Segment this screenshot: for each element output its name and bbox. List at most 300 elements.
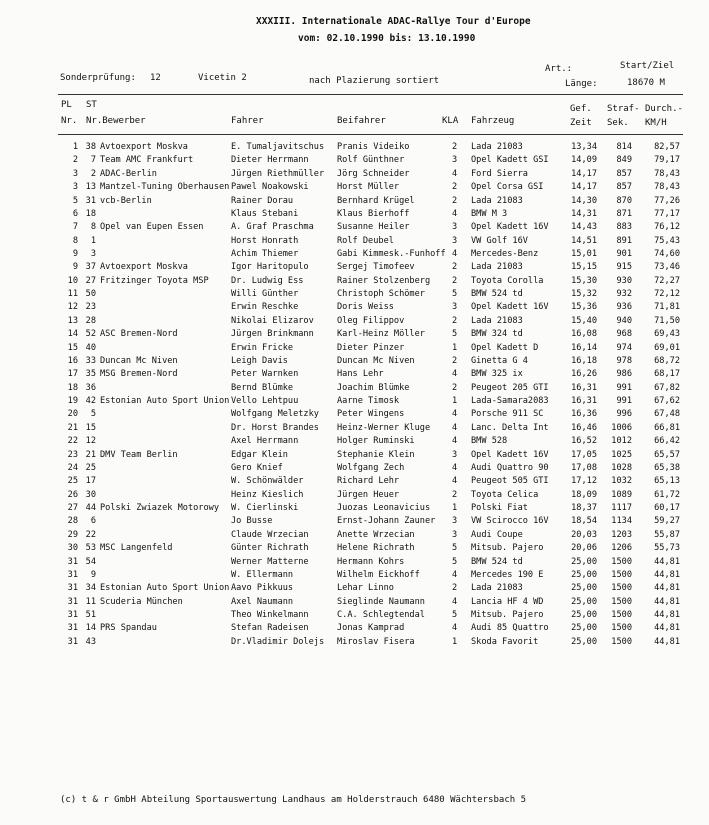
cell-fahrzeug: Audi Coupe [471,529,523,540]
cell-kla: 2 [452,195,458,206]
cell-kla: 2 [452,142,458,152]
cell-fahrer: Dr. Ludwig Ess [231,275,304,286]
col-straf: Straf- [607,104,640,114]
cell-kmh: 72,27 [654,275,680,286]
col-fahrer: Fahrer [231,116,264,126]
col-gef: Gef. [570,104,592,114]
cell-sek: 871 [616,208,632,219]
cell-fahrer: Claude Wrzecian [231,529,309,540]
cell-st: 9 [90,569,96,580]
cell-fahrzeug: Opel Kadett 16V [471,449,549,460]
cell-st: 11 [85,596,96,607]
cell-kla: 4 [452,249,458,259]
cell-sek: 1028 [611,462,632,473]
header-rule-bottom [58,134,683,135]
cell-kla: 4 [452,409,458,420]
cell-sek: 1206 [611,543,632,554]
cell-kmh: 72,12 [654,289,680,300]
cell-fahrzeug: Lada 21083 [471,262,523,273]
cell-kmh: 65,57 [654,449,680,460]
cell-beifahrer: Susanne Heiler [337,222,410,233]
cell-zeit: 14,51 [571,235,597,246]
cell-zeit: 25,00 [571,596,597,607]
cell-zeit: 16,36 [571,409,597,420]
cell-fahrer: Erwin Reschke [231,302,299,313]
cell-st: 53 [85,543,96,554]
cell-zeit: 14,31 [571,208,597,219]
cell-sek: 857 [616,168,632,179]
cell-st: 14 [85,623,96,634]
cell-beifahrer: Oleg Filippov [337,315,405,326]
table-row [0,556,709,569]
cell-fahrzeug: Lada 21083 [471,142,523,152]
cell-pl: 2 [72,155,78,166]
cell-bewerber: Estonian Auto Sport Union [100,583,230,594]
table-row [0,462,709,475]
table-row [0,181,709,194]
cell-fahrer: Jo Busse [231,516,273,527]
cell-fahrzeug: Mitsub. Pajero [471,610,544,620]
cell-sek: 901 [616,249,632,259]
cell-st: 38 [85,142,96,152]
cell-kmh: 68,72 [654,355,680,366]
cell-pl: 31 [67,569,78,580]
cell-kla: 2 [452,275,458,286]
cell-beifahrer: Juozas Leonavicius [337,503,431,513]
cell-pl: 8 [72,235,78,246]
table-row [0,489,709,502]
table-row [0,355,709,368]
cell-fahrer: W. Ellermann [231,569,294,580]
cell-sek: 891 [616,235,632,246]
cell-st: 40 [85,342,96,353]
cell-sek: 1134 [611,516,632,527]
cell-st: 12 [85,436,96,447]
cell-kla: 3 [452,235,458,246]
cell-zeit: 25,00 [571,583,597,594]
cell-fahrzeug: VW Scirocco 16V [471,516,549,527]
cell-pl: 22 [67,436,78,447]
cell-fahrzeug: Polski Fiat [471,503,528,513]
cell-pl: 21 [67,422,78,433]
cell-st: 2 [90,168,96,179]
cell-fahrer: Nikolai Elizarov [231,315,314,326]
cell-fahrer: Wolfgang Meletzky [231,409,319,420]
cell-zeit: 15,32 [571,289,597,300]
stage-name: Vicetin 2 [198,73,247,83]
cell-bewerber: DMV Team Berlin [100,449,178,460]
table-row [0,382,709,395]
cell-fahrer: Rainer Dorau [231,195,294,206]
cell-bewerber: Team AMC Frankfurt [100,155,194,166]
cell-beifahrer: Wilhelm Eickhoff [337,569,420,580]
cell-fahrer: Vello Lehtpuu [231,396,299,406]
cell-sek: 1500 [611,583,632,594]
cell-zeit: 16,26 [571,369,597,380]
table-row [0,569,709,582]
cell-zeit: 18,37 [571,503,597,513]
cell-st: 52 [85,329,96,340]
cell-sek: 1500 [611,556,632,567]
cell-fahrer: Klaus Stebani [231,208,299,219]
cell-beifahrer: Karl-Heinz Möller [337,329,425,340]
cell-st: 42 [85,396,96,406]
cell-kmh: 65,13 [654,476,680,487]
cell-kmh: 55,87 [654,529,680,540]
cell-fahrer: Peter Warnken [231,369,299,380]
cell-fahrzeug: Mercedes 190 E [471,569,544,580]
cell-kmh: 44,81 [654,583,680,594]
header-rule-top [58,94,683,95]
cell-st: 35 [85,369,96,380]
table-row [0,609,709,622]
cell-zeit: 18,54 [571,516,597,527]
cell-zeit: 16,31 [571,382,597,393]
cell-fahrzeug: Opel Kadett GSI [471,155,549,166]
cell-st: 22 [85,529,96,540]
cell-fahrer: W. Cierlinski [231,503,299,513]
cell-kla: 4 [452,569,458,580]
cell-kla: 1 [452,396,458,406]
cell-st: 25 [85,462,96,473]
cell-beifahrer: Lehar Linno [337,583,394,594]
cell-bewerber: Estonian Auto Sport Union [100,396,230,406]
cell-bewerber: ASC Bremen-Nord [100,329,178,340]
cell-fahrzeug: Lada-Samara2083 [471,396,549,406]
cell-fahrer: Werner Matterne [231,556,309,567]
table-row [0,275,709,288]
cell-zeit: 25,00 [571,556,597,567]
table-row [0,435,709,448]
cell-beifahrer: Miroslav Fisera [337,636,415,647]
cell-zeit: 14,30 [571,195,597,206]
cell-pl: 9 [72,249,78,259]
cell-fahrzeug: Opel Corsa GSI [471,182,544,193]
cell-beifahrer: Jörg Schneider [337,168,410,179]
cell-sek: 986 [616,369,632,380]
cell-kla: 4 [452,422,458,433]
cell-kla: 5 [452,329,458,340]
stage-number: 12 [150,73,161,83]
cell-beifahrer: Peter Wingens [337,409,405,420]
cell-kla: 2 [452,355,458,366]
cell-fahrzeug: Peugeot 205 GTI [471,382,549,393]
table-row [0,502,709,515]
cell-kmh: 44,81 [654,556,680,567]
cell-beifahrer: Sieglinde Naumann [337,596,425,607]
col-zeit: Zeit [570,118,592,128]
col-sek: Sek. [607,118,629,128]
cell-fahrzeug: Lada 21083 [471,195,523,206]
cell-fahrzeug: Toyota Corolla [471,275,544,286]
cell-fahrzeug: Ginetta G 4 [471,355,528,366]
cell-kla: 2 [452,382,458,393]
table-row [0,315,709,328]
cell-pl: 12 [67,302,78,313]
cell-beifahrer: Aarne Timosk [337,396,400,406]
cell-st: 8 [90,222,96,233]
cell-beifahrer: Rolf Deubel [337,235,394,246]
cell-sek: 849 [616,155,632,166]
table-row [0,449,709,462]
cell-kla: 2 [452,182,458,193]
cell-beifahrer: Heinz-Werner Kluge [337,422,431,433]
cell-kla: 1 [452,342,458,353]
cell-kmh: 82,57 [654,142,680,152]
cell-sek: 930 [616,275,632,286]
cell-st: 18 [85,208,96,219]
cell-zeit: 14,43 [571,222,597,233]
cell-beifahrer: Sergej Timofeev [337,262,415,273]
cell-beifahrer: Wolfgang Zech [337,462,405,473]
table-row [0,368,709,381]
date-range: vom: 02.10.1990 bis: 13.10.1990 [298,33,476,44]
cell-st: 21 [85,449,96,460]
table-row [0,168,709,181]
cell-pl: 9 [72,262,78,273]
cell-kla: 5 [452,610,458,620]
cell-st: 27 [85,275,96,286]
cell-kla: 1 [452,503,458,513]
cell-kmh: 55,73 [654,543,680,554]
cell-beifahrer: Rainer Stolzenberg [337,275,431,286]
table-row [0,221,709,234]
cell-sek: 1025 [611,449,632,460]
cell-st: 15 [85,422,96,433]
cell-st: 34 [85,583,96,594]
table-row [0,342,709,355]
cell-sek: 814 [616,142,632,152]
cell-fahrer: Edgar Klein [231,449,288,460]
cell-pl: 27 [67,503,78,513]
cell-fahrzeug: Mercedes-Benz [471,249,539,259]
cell-kmh: 75,43 [654,235,680,246]
cell-fahrer: Willi Günther [231,289,299,300]
cell-fahrzeug: Opel Kadett 16V [471,222,549,233]
cell-sek: 857 [616,182,632,193]
col-st: ST [86,100,97,110]
cell-zeit: 14,17 [571,168,597,179]
cell-kmh: 44,81 [654,569,680,580]
cell-fahrer: Heinz Kieslich [231,489,304,500]
cell-kla: 2 [452,583,458,594]
cell-fahrer: Axel Naumann [231,596,294,607]
table-row [0,141,709,154]
table-row [0,408,709,421]
cell-fahrzeug: BMW 524 td [471,556,523,567]
cell-beifahrer: Bernhard Krügel [337,195,415,206]
cell-beifahrer: Duncan Mc Niven [337,355,415,366]
cell-pl: 5 [72,195,78,206]
sort-note: nach Plazierung sortiert [309,76,440,86]
col-fahrzeug: Fahrzeug [471,116,515,126]
cell-sek: 1203 [611,529,632,540]
cell-kmh: 73,46 [654,262,680,273]
cell-zeit: 16,31 [571,396,597,406]
cell-st: 33 [85,355,96,366]
cell-fahrzeug: Peugeot 505 GTI [471,476,549,487]
cell-pl: 6 [72,208,78,219]
cell-pl: 3 [72,168,78,179]
cell-sek: 883 [616,222,632,233]
cell-sek: 991 [616,382,632,393]
cell-kmh: 66,81 [654,422,680,433]
cell-st: 1 [90,235,96,246]
cell-pl: 17 [67,369,78,380]
cell-pl: 31 [67,596,78,607]
table-row [0,261,709,274]
cell-fahrer: Günter Richrath [231,543,309,554]
length-label: Länge: [565,79,598,89]
cell-kmh: 67,82 [654,382,680,393]
cell-kmh: 79,17 [654,155,680,166]
cell-beifahrer: Holger Ruminski [337,436,415,447]
cell-kmh: 71,50 [654,315,680,326]
cell-fahrzeug: Opel Kadett 16V [471,302,549,313]
cell-fahrer: Erwin Fricke [231,342,294,353]
document-title: XXXIII. Internationale ADAC-Rallye Tour d'Europe [256,16,531,27]
cell-fahrer: Dr. Horst Brandes [231,422,319,433]
cell-beifahrer: Klaus Bierhoff [337,208,410,219]
cell-bewerber: Polski Zwiazek Motorowy [100,503,219,513]
cell-pl: 3 [72,182,78,193]
cell-st: 13 [85,182,96,193]
cell-st: 31 [85,195,96,206]
cell-kmh: 67,48 [654,409,680,420]
cell-kmh: 67,62 [654,396,680,406]
cell-fahrer: Igor Haritopulo [231,262,309,273]
cell-zeit: 15,01 [571,249,597,259]
cell-kmh: 74,60 [654,249,680,259]
cell-beifahrer: Pranis Videiko [337,142,410,152]
cell-fahrer: Axel Herrmann [231,436,299,447]
cell-pl: 16 [67,355,78,366]
cell-fahrzeug: Skoda Favorit [471,636,539,647]
cell-bewerber: Scuderia München [100,596,183,607]
cell-kla: 4 [452,369,458,380]
cell-st: 30 [85,489,96,500]
cell-fahrer: Gero Knief [231,462,283,473]
cell-pl: 28 [67,516,78,527]
cell-sek: 1500 [611,596,632,607]
cell-kmh: 78,43 [654,168,680,179]
cell-pl: 30 [67,543,78,554]
cell-st: 54 [85,556,96,567]
cell-fahrer: Aavo Pikkuus [231,583,294,594]
cell-sek: 1500 [611,636,632,647]
cell-kmh: 44,81 [654,636,680,647]
cell-fahrzeug: Lanc. Delta Int [471,422,549,433]
cell-kla: 3 [452,222,458,233]
cell-kla: 3 [452,449,458,460]
table-row [0,288,709,301]
cell-st: 7 [90,155,96,166]
cell-bewerber: MSG Bremen-Nord [100,369,178,380]
cell-beifahrer: Joachim Blümke [337,382,410,393]
cell-zeit: 16,52 [571,436,597,447]
cell-pl: 24 [67,462,78,473]
cell-fahrzeug: BMW 325 ix [471,369,523,380]
cell-kla: 3 [452,529,458,540]
cell-beifahrer: C.A. Schlegtendal [337,610,425,620]
cell-kla: 4 [452,462,458,473]
table-row [0,515,709,528]
cell-zeit: 16,08 [571,329,597,340]
cell-pl: 31 [67,583,78,594]
cell-fahrzeug: BMW 324 td [471,329,523,340]
cell-beifahrer: Dieter Pinzer [337,342,405,353]
cell-zeit: 20,06 [571,543,597,554]
cell-fahrer: Dieter Herrmann [231,155,309,166]
cell-kla: 3 [452,302,458,313]
cell-kla: 4 [452,596,458,607]
cell-kmh: 78,43 [654,182,680,193]
cell-kla: 3 [452,155,458,166]
cell-st: 36 [85,382,96,393]
cell-zeit: 25,00 [571,636,597,647]
cell-kla: 2 [452,315,458,326]
cell-fahrer: A. Graf Praschma [231,222,314,233]
cell-st: 3 [90,249,96,259]
cell-pl: 11 [67,289,78,300]
table-row [0,195,709,208]
cell-pl: 31 [67,556,78,567]
cell-zeit: 17,12 [571,476,597,487]
cell-kmh: 65,38 [654,462,680,473]
cell-bewerber: Mantzel-Tuning Oberhausen [100,182,230,193]
col-nr: Nr. [61,116,78,126]
cell-zeit: 25,00 [571,610,597,620]
cell-st: 37 [85,262,96,273]
table-row [0,529,709,542]
cell-fahrzeug: Opel Kadett D [471,342,539,353]
table-row [0,542,709,555]
cell-kmh: 77,26 [654,195,680,206]
cell-fahrer: Jürgen Brinkmann [231,329,314,340]
cell-fahrer: Dr.Vladimir Dolejs [231,636,325,647]
table-row [0,301,709,314]
cell-beifahrer: Hermann Kohrs [337,556,405,567]
cell-fahrzeug: Ford Sierra [471,168,528,179]
cell-zeit: 18,09 [571,489,597,500]
cell-st: 43 [85,636,96,647]
table-row [0,208,709,221]
cell-kla: 2 [452,489,458,500]
cell-beifahrer: Helene Richrath [337,543,415,554]
table-row [0,636,709,649]
cell-sek: 996 [616,409,632,420]
cell-pl: 20 [67,409,78,420]
cell-fahrzeug: Porsche 911 SC [471,409,544,420]
art-label: Art.: [545,64,573,74]
stage-label: Sonderprüfung: [60,73,136,83]
cell-bewerber: Opel van Eupen Essen [100,222,204,233]
cell-fahrzeug: BMW M 3 [471,208,508,219]
cell-zeit: 14,09 [571,155,597,166]
cell-fahrer: Pawel Noakowski [231,182,309,193]
table-row [0,475,709,488]
cell-pl: 31 [67,623,78,634]
table-row [0,422,709,435]
cell-sek: 1006 [611,422,632,433]
cell-zeit: 16,14 [571,342,597,353]
table-row [0,395,709,408]
cell-pl: 19 [67,396,78,406]
table-row [0,235,709,248]
cell-kla: 4 [452,208,458,219]
cell-sek: 1500 [611,569,632,580]
cell-bewerber: PRS Spandau [100,623,157,634]
